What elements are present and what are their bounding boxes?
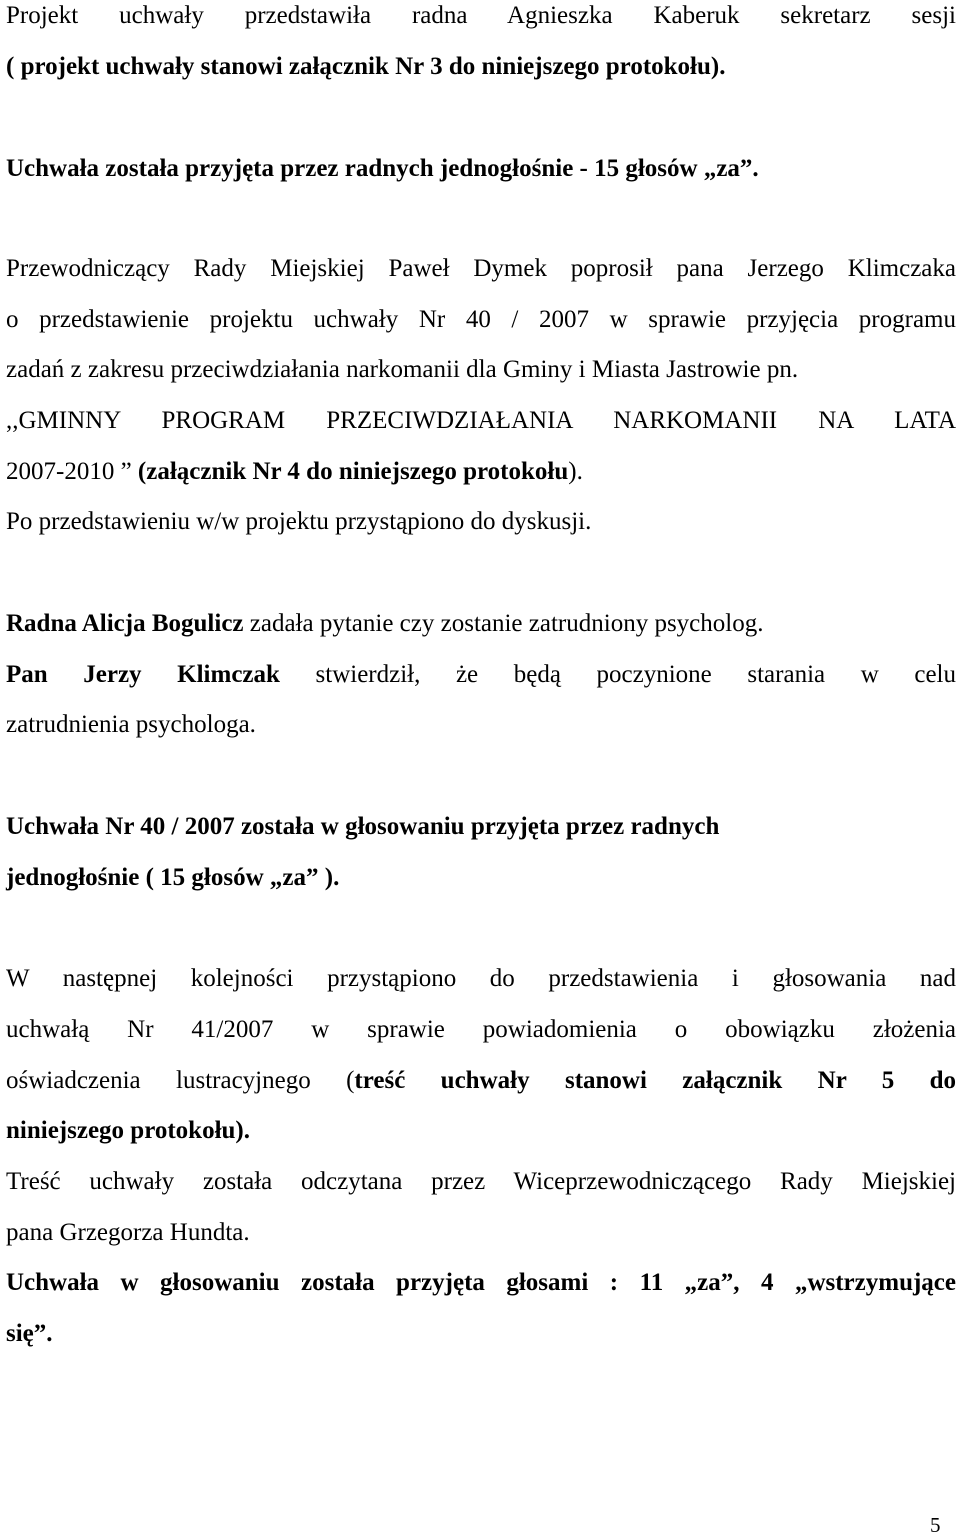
plain-text: stwierdził, że będą poczynione starania w celu: [315, 661, 956, 688]
paragraph-line: [6, 155, 956, 183]
paragraph-line: o przedstawienie projektu uchwały Nr 40 / 2007 w sprawie przyjęcia programu: [6, 306, 956, 333]
paragraph-line: [6, 458, 956, 486]
bold-text: Radna Alicja Bogulicz: [6, 610, 244, 637]
paragraph-line: pana Grzegorza Hundta.: [6, 1219, 250, 1246]
paragraph-line: [6, 1117, 956, 1145]
plain-text: oświadczenia lustracyjnego (: [6, 1067, 355, 1094]
paragraph-line: [6, 610, 956, 638]
paragraph-line: [6, 661, 956, 689]
plain-text: 2007-2010 ”: [6, 458, 132, 485]
plain-text: ).: [568, 458, 583, 485]
page-number: 5: [930, 1513, 941, 1537]
paragraph-line: uchwałą Nr 41/2007 w sprawie powiadomienia o obowiązku złożenia: [6, 1016, 956, 1043]
paragraph-line: [6, 813, 956, 841]
bold-text: Uchwała w głosowaniu została przyjęta głosami : 11 „za”, 4 „wstrzymujące: [6, 1269, 956, 1296]
paragraph-line: zadań z zakresu przeciwdziałania narkomanii dla Gminy i Miasta Jastrowie pn.: [6, 356, 799, 383]
paragraph-line: [6, 1067, 956, 1095]
paragraph-line: [6, 1320, 956, 1348]
paragraph-line: [6, 864, 956, 892]
bold-text: Pan Jerzy Klimczak: [6, 661, 280, 688]
bold-text: jednogłośnie ( 15 głosów „za” ).: [6, 864, 340, 891]
bold-text: Uchwała Nr 40 / 2007 została w głosowaniu przyjęta przez radnych: [6, 813, 720, 840]
paragraph-line: W następnej kolejności przystąpiono do przedstawienia i głosowania nad: [6, 965, 956, 992]
bold-text: (załącznik Nr 4 do niniejszego protokołu: [137, 458, 569, 485]
bold-text: Uchwała została przyjęta przez radnych jednogłośnie - 15 głosów „za”.: [6, 155, 759, 182]
bold-text: się”.: [6, 1320, 53, 1347]
bold-text: treść uchwały stanowi załącznik Nr 5 do: [354, 1067, 957, 1094]
bold-text: niniejszego protokołu).: [6, 1117, 250, 1144]
plain-text: zadała pytanie czy zostanie zatrudniony psycholog.: [243, 610, 764, 637]
paragraph-line: Treść uchwały została odczytana przez Wiceprzewodniczącego Rady Miejskiej: [6, 1168, 956, 1195]
paragraph-line: zatrudnienia psychologa.: [6, 711, 256, 738]
paragraph-line: Projekt uchwały przedstawiła radna Agnieszka Kaberuk sekretarz sesji: [6, 2, 956, 29]
paragraph-line: [6, 53, 956, 81]
paragraph-line: Po przedstawieniu w/w projektu przystąpiono do dyskusji.: [6, 508, 592, 535]
paragraph-line: ,,GMINNY PROGRAM PRZECIWDZIAŁANIA NARKOMANII NA LATA: [6, 407, 956, 434]
bold-text: ( projekt uchwały stanowi załącznik Nr 3 do niniejszego protokołu).: [6, 53, 726, 80]
paragraph-line: Przewodniczący Rady Miejskiej Paweł Dymek poprosił pana Jerzego Klimczaka: [6, 255, 956, 282]
paragraph-line: [6, 1269, 956, 1297]
